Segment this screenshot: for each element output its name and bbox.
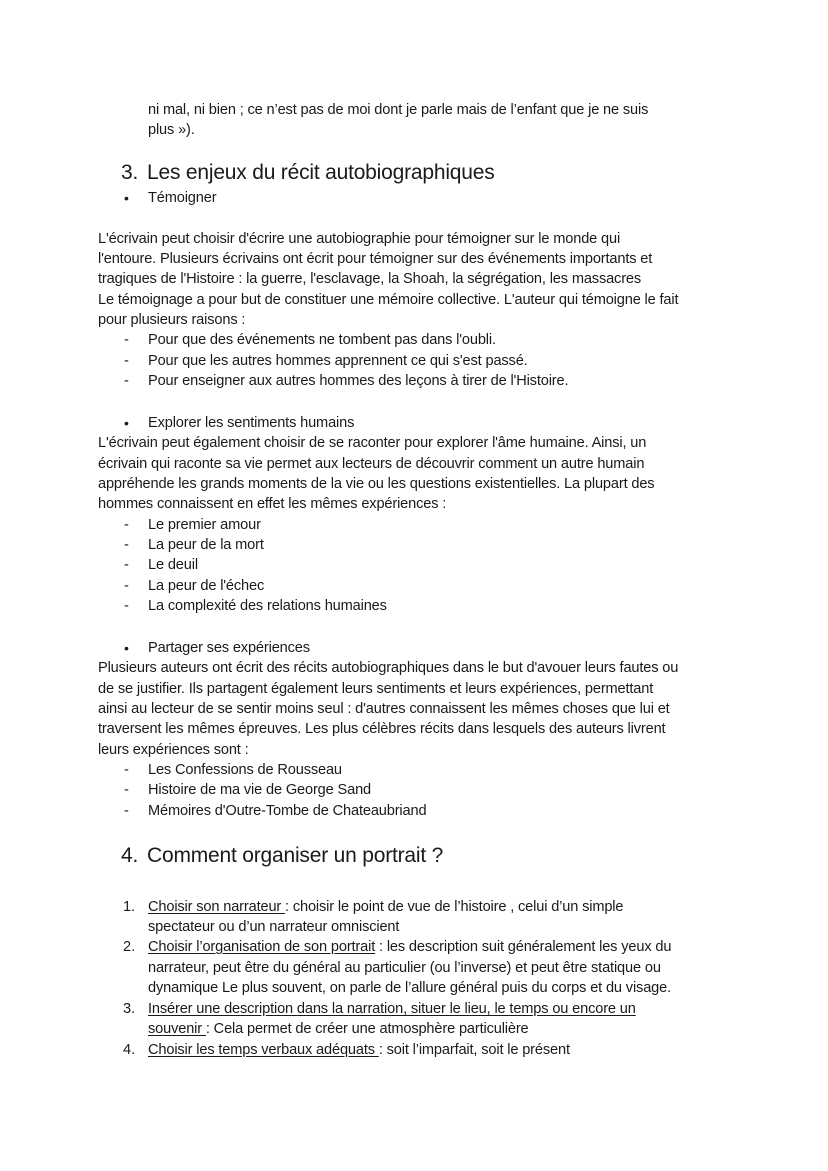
list-item: Pour que les autres hommes apprennent ce qui s'est passé. [148,353,528,369]
step-line [148,1040,570,1060]
dash-bullet: - [124,353,129,369]
dash-bullet: - [124,598,129,614]
paragraph-line: traversent les mêmes épreuves. Les plus célèbres récits dans lesquels des auteurs livrent [98,721,666,737]
section-4-heading [121,842,443,870]
list-item: Mémoires d'Outre-Tombe de Chateaubriand [148,803,427,819]
paragraph-line: appréhende les grands moments de la vie ou les questions existentielles. La plupart des [98,476,655,492]
step-key-phrase: souvenir [148,1021,206,1037]
paragraph-line: ainsi au lecteur de se sentir moins seul : d'autres connaissent les mêmes choses que lui et [98,701,670,717]
intro-line: plus »). [148,122,195,138]
list-item: Pour enseigner aux autres hommes des leçons à tirer de l'Histoire. [148,373,569,389]
step-line [148,897,623,917]
list-item: Les Confessions de Rousseau [148,762,342,778]
dash-bullet: - [124,517,129,533]
dash-bullet: - [124,762,129,778]
section-3-heading [121,159,495,187]
dash-bullet: - [124,782,129,798]
section-number: 3. [121,161,139,184]
paragraph-line: pour plusieurs raisons : [98,312,246,328]
subheading-explorer: Explorer les sentiments humains [148,415,355,431]
step-text: : Cela permet de créer une atmosphère particulière [205,1021,529,1037]
dash-bullet: - [124,373,129,389]
bullet-icon: • [124,640,129,656]
dash-bullet: - [124,557,129,573]
subheading-partager: Partager ses expériences [148,640,310,656]
paragraph-line: Le témoignage a pour but de constituer une mémoire collective. L'auteur qui témoigne le fait [98,292,679,308]
paragraph-line: écrivain qui raconte sa vie permet aux lecteurs de découvrir comment un autre humain [98,456,645,472]
step-text: : choisir le point de vue de l’histoire , celui d’un simple [285,899,624,915]
paragraph-line: L'écrivain peut également choisir de se raconter pour explorer l'âme humaine. Ainsi, un [98,435,647,451]
step-line [148,937,671,957]
step-line: narrateur, peut être du général au particulier (ou l’inverse) et peut être statique ou [148,960,661,976]
step-text: : soit l’imparfait, soit le présent [378,1042,570,1058]
list-item: La peur de l'échec [148,578,265,594]
list-item: Pour que des événements ne tombent pas dans l'oubli. [148,332,496,348]
step-key-phrase: Choisir son narrateur [148,899,286,915]
step-number: 4. [123,1042,136,1058]
step-number: 2. [123,939,136,955]
paragraph-line: L'écrivain peut choisir d'écrire une autobiographie pour témoigner sur le monde qui [98,231,621,247]
bullet-icon: • [124,190,129,206]
paragraph-line: hommes connaissent en effet les mêmes expériences : [98,496,447,512]
step-line [148,999,636,1019]
intro-line: ni mal, ni bien ; ce n’est pas de moi dont je parle mais de l’enfant que je ne suis [148,102,649,118]
section-number: 4. [121,844,139,867]
step-key-phrase: Choisir l’organisation de son portrait [148,939,376,955]
list-item: Le premier amour [148,517,261,533]
section-title: Les enjeux du récit autobiographiques [147,161,495,184]
paragraph-line: tragiques de l'Histoire : la guerre, l'esclavage, la Shoah, la ségrégation, les massacres [98,271,642,287]
step-text: : les description suit généralement les yeux du [375,939,672,955]
subheading-temoigner: Témoigner [148,190,217,206]
step-line: spectateur ou d’un narrateur omniscient [148,919,400,935]
list-item: Histoire de ma vie de George Sand [148,782,371,798]
dash-bullet: - [124,332,129,348]
dash-bullet: - [124,578,129,594]
dash-bullet: - [124,537,129,553]
paragraph-line: l'entoure. Plusieurs écrivains ont écrit pour témoigner sur des événements importants et [98,251,653,267]
bullet-icon: • [124,415,129,431]
list-item: Le deuil [148,557,198,573]
step-key-phrase: Choisir les temps verbaux adéquats [148,1042,379,1058]
paragraph-line: de se justifier. Ils partagent également leurs sentiments et leurs expériences, permettant [98,681,654,697]
paragraph-line: leurs expériences sont : [98,742,249,758]
step-number: 1. [123,899,136,915]
step-line: dynamique Le plus souvent, on parle de l’allure général puis du corps et du visage. [148,980,671,996]
step-number: 3. [123,1001,136,1017]
dash-bullet: - [124,803,129,819]
list-item: La peur de la mort [148,537,264,553]
step-line [148,1019,529,1039]
step-key-phrase: Insérer une description dans la narration, situer le lieu, le temps ou encore un [148,1001,636,1017]
section-title: Comment organiser un portrait ? [147,844,444,867]
paragraph-line: Plusieurs auteurs ont écrit des récits autobiographiques dans le but d'avouer leurs fautes ou [98,660,679,676]
list-item: La complexité des relations humaines [148,598,387,614]
